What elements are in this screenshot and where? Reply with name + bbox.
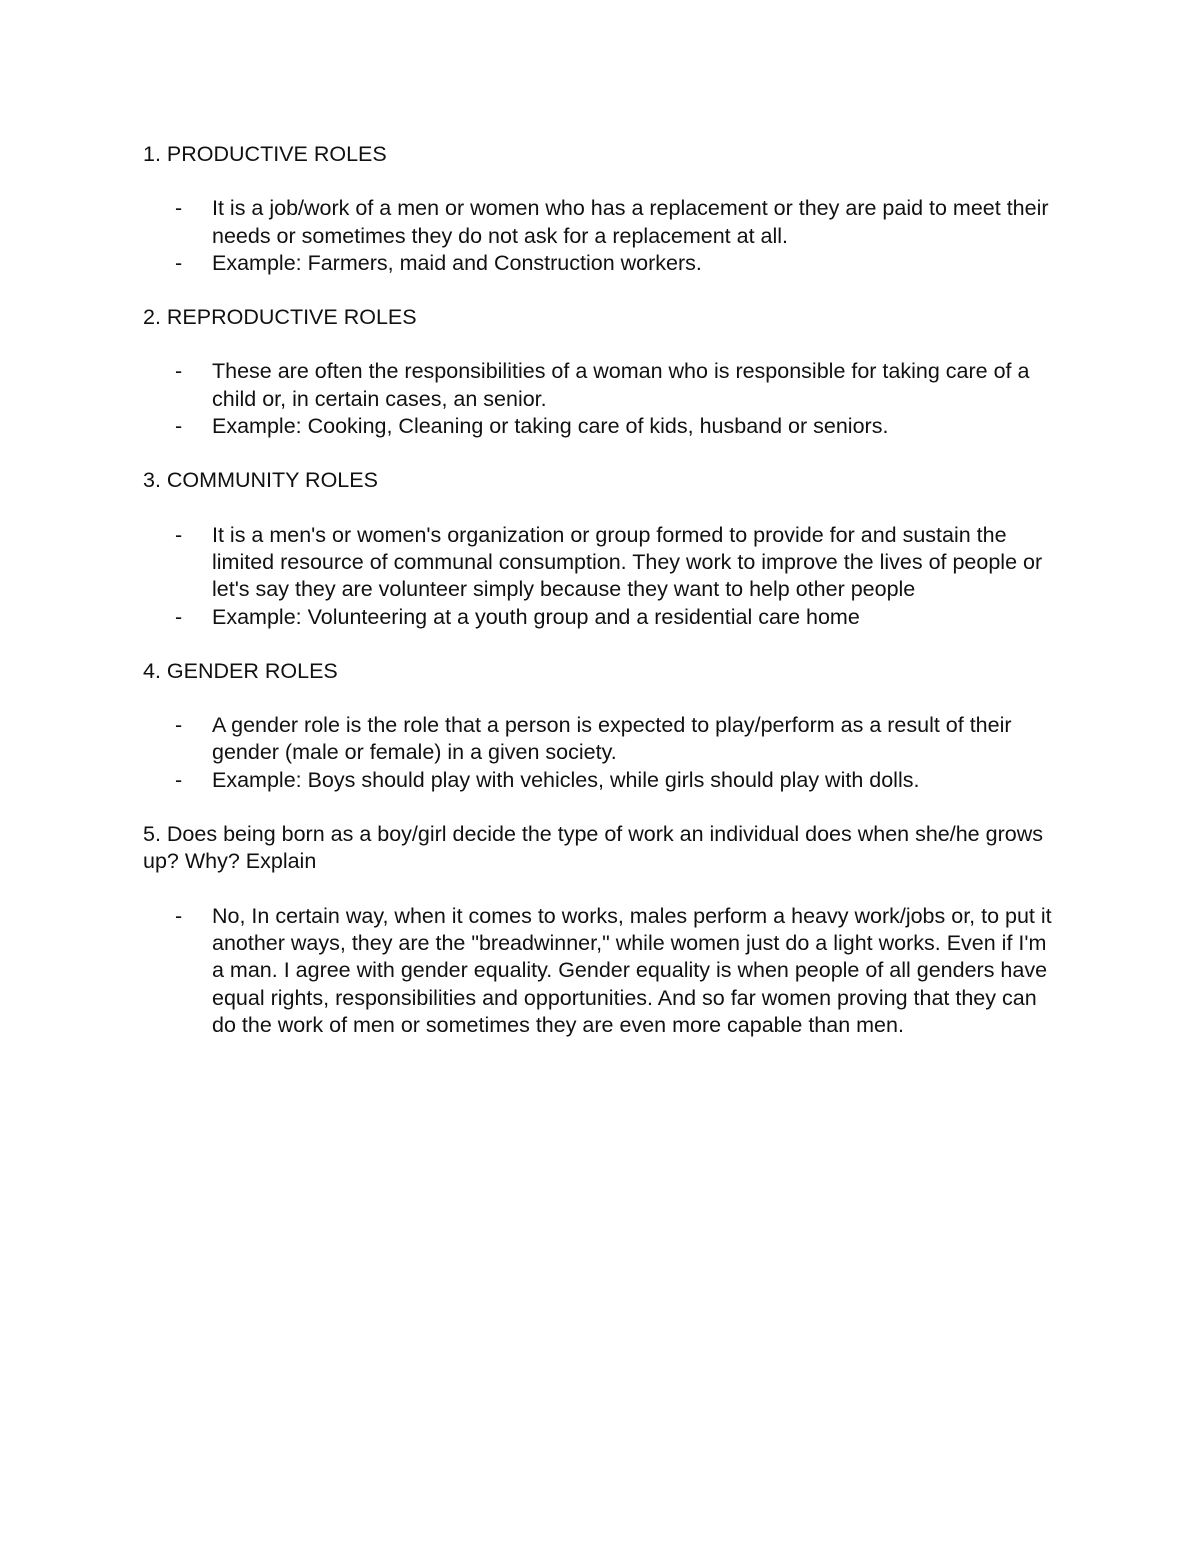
answer-text: No, In certain way, when it comes to works, males perform a heavy work/jobs or, to put it another ways, they are the "breadwinner," while women just do a light works. Even if I'm a man. I agree with gender equality. Gender equality is when people of all genders have equal rights, responsibilities and opportunities. And so far women proving that they can do the work of men or sometimes they are even more capable than men. <box>212 903 1052 1037</box>
list-item-text: Example: Cooking, Cleaning or taking care of kids, husband or seniors. <box>212 414 889 439</box>
bullet-dash: - <box>175 903 183 928</box>
section-heading-reproductive-roles: 2. REPRODUCTIVE ROLES <box>143 305 417 330</box>
list-item <box>143 903 1063 1039</box>
bullet-dash: - <box>175 522 183 547</box>
list-item <box>143 522 1063 604</box>
list-item-text: It is a men's or women's organization or group formed to provide for and sustain the limited resource of communal consumption. They work to improve the lives of people or let's say they are volunteer simply because they want to help other people <box>212 522 1043 602</box>
list-item-text: Example: Volunteering at a youth group and a residential care home <box>212 604 860 629</box>
bullet-dash: - <box>175 359 183 384</box>
question-text: 5. Does being born as a boy/girl decide the type of work an individual does when she/he grows up? Why? Explain <box>143 822 1043 874</box>
section-heading-productive-roles: 1. PRODUCTIVE ROLES <box>143 142 387 166</box>
list-item <box>143 413 1063 440</box>
reproductive-roles-list <box>143 358 1063 440</box>
list-item <box>143 712 1063 767</box>
list-item-text: Example: Farmers, maid and Construction workers. <box>212 250 702 275</box>
list-item <box>143 767 1063 794</box>
document-body <box>143 141 1063 1066</box>
list-item-text: It is a job/work of a men or women who has a replacement or they are paid to meet their needs or sometimes they do not ask for a replacement at all. <box>212 196 1049 248</box>
gender-roles-list <box>143 712 1063 794</box>
community-roles-list <box>143 522 1063 631</box>
list-item-text: These are often the responsibilities of a woman who is responsible for taking care of a child or, in certain cases, an senior. <box>212 359 1030 411</box>
list-item <box>143 358 1063 413</box>
list-item-text: Example: Boys should play with vehicles, while girls should play with dolls. <box>212 767 920 792</box>
section-heading-community-roles: 3. COMMUNITY ROLES <box>143 468 378 493</box>
list-item <box>143 250 1063 277</box>
list-item <box>143 195 1063 250</box>
bullet-dash: - <box>175 767 183 792</box>
productive-roles-list <box>143 195 1063 277</box>
bullet-dash: - <box>175 604 183 629</box>
bullet-dash: - <box>175 196 183 221</box>
bullet-dash: - <box>175 713 183 738</box>
answer-list <box>143 903 1063 1039</box>
section-heading-gender-roles: 4. GENDER ROLES <box>143 658 338 683</box>
bullet-dash: - <box>175 250 183 275</box>
bullet-dash: - <box>175 414 183 439</box>
list-item-text: A gender role is the role that a person is expected to play/perform as a result of their gender (male or female) in a given society. <box>212 713 1012 765</box>
list-item <box>143 604 1063 631</box>
